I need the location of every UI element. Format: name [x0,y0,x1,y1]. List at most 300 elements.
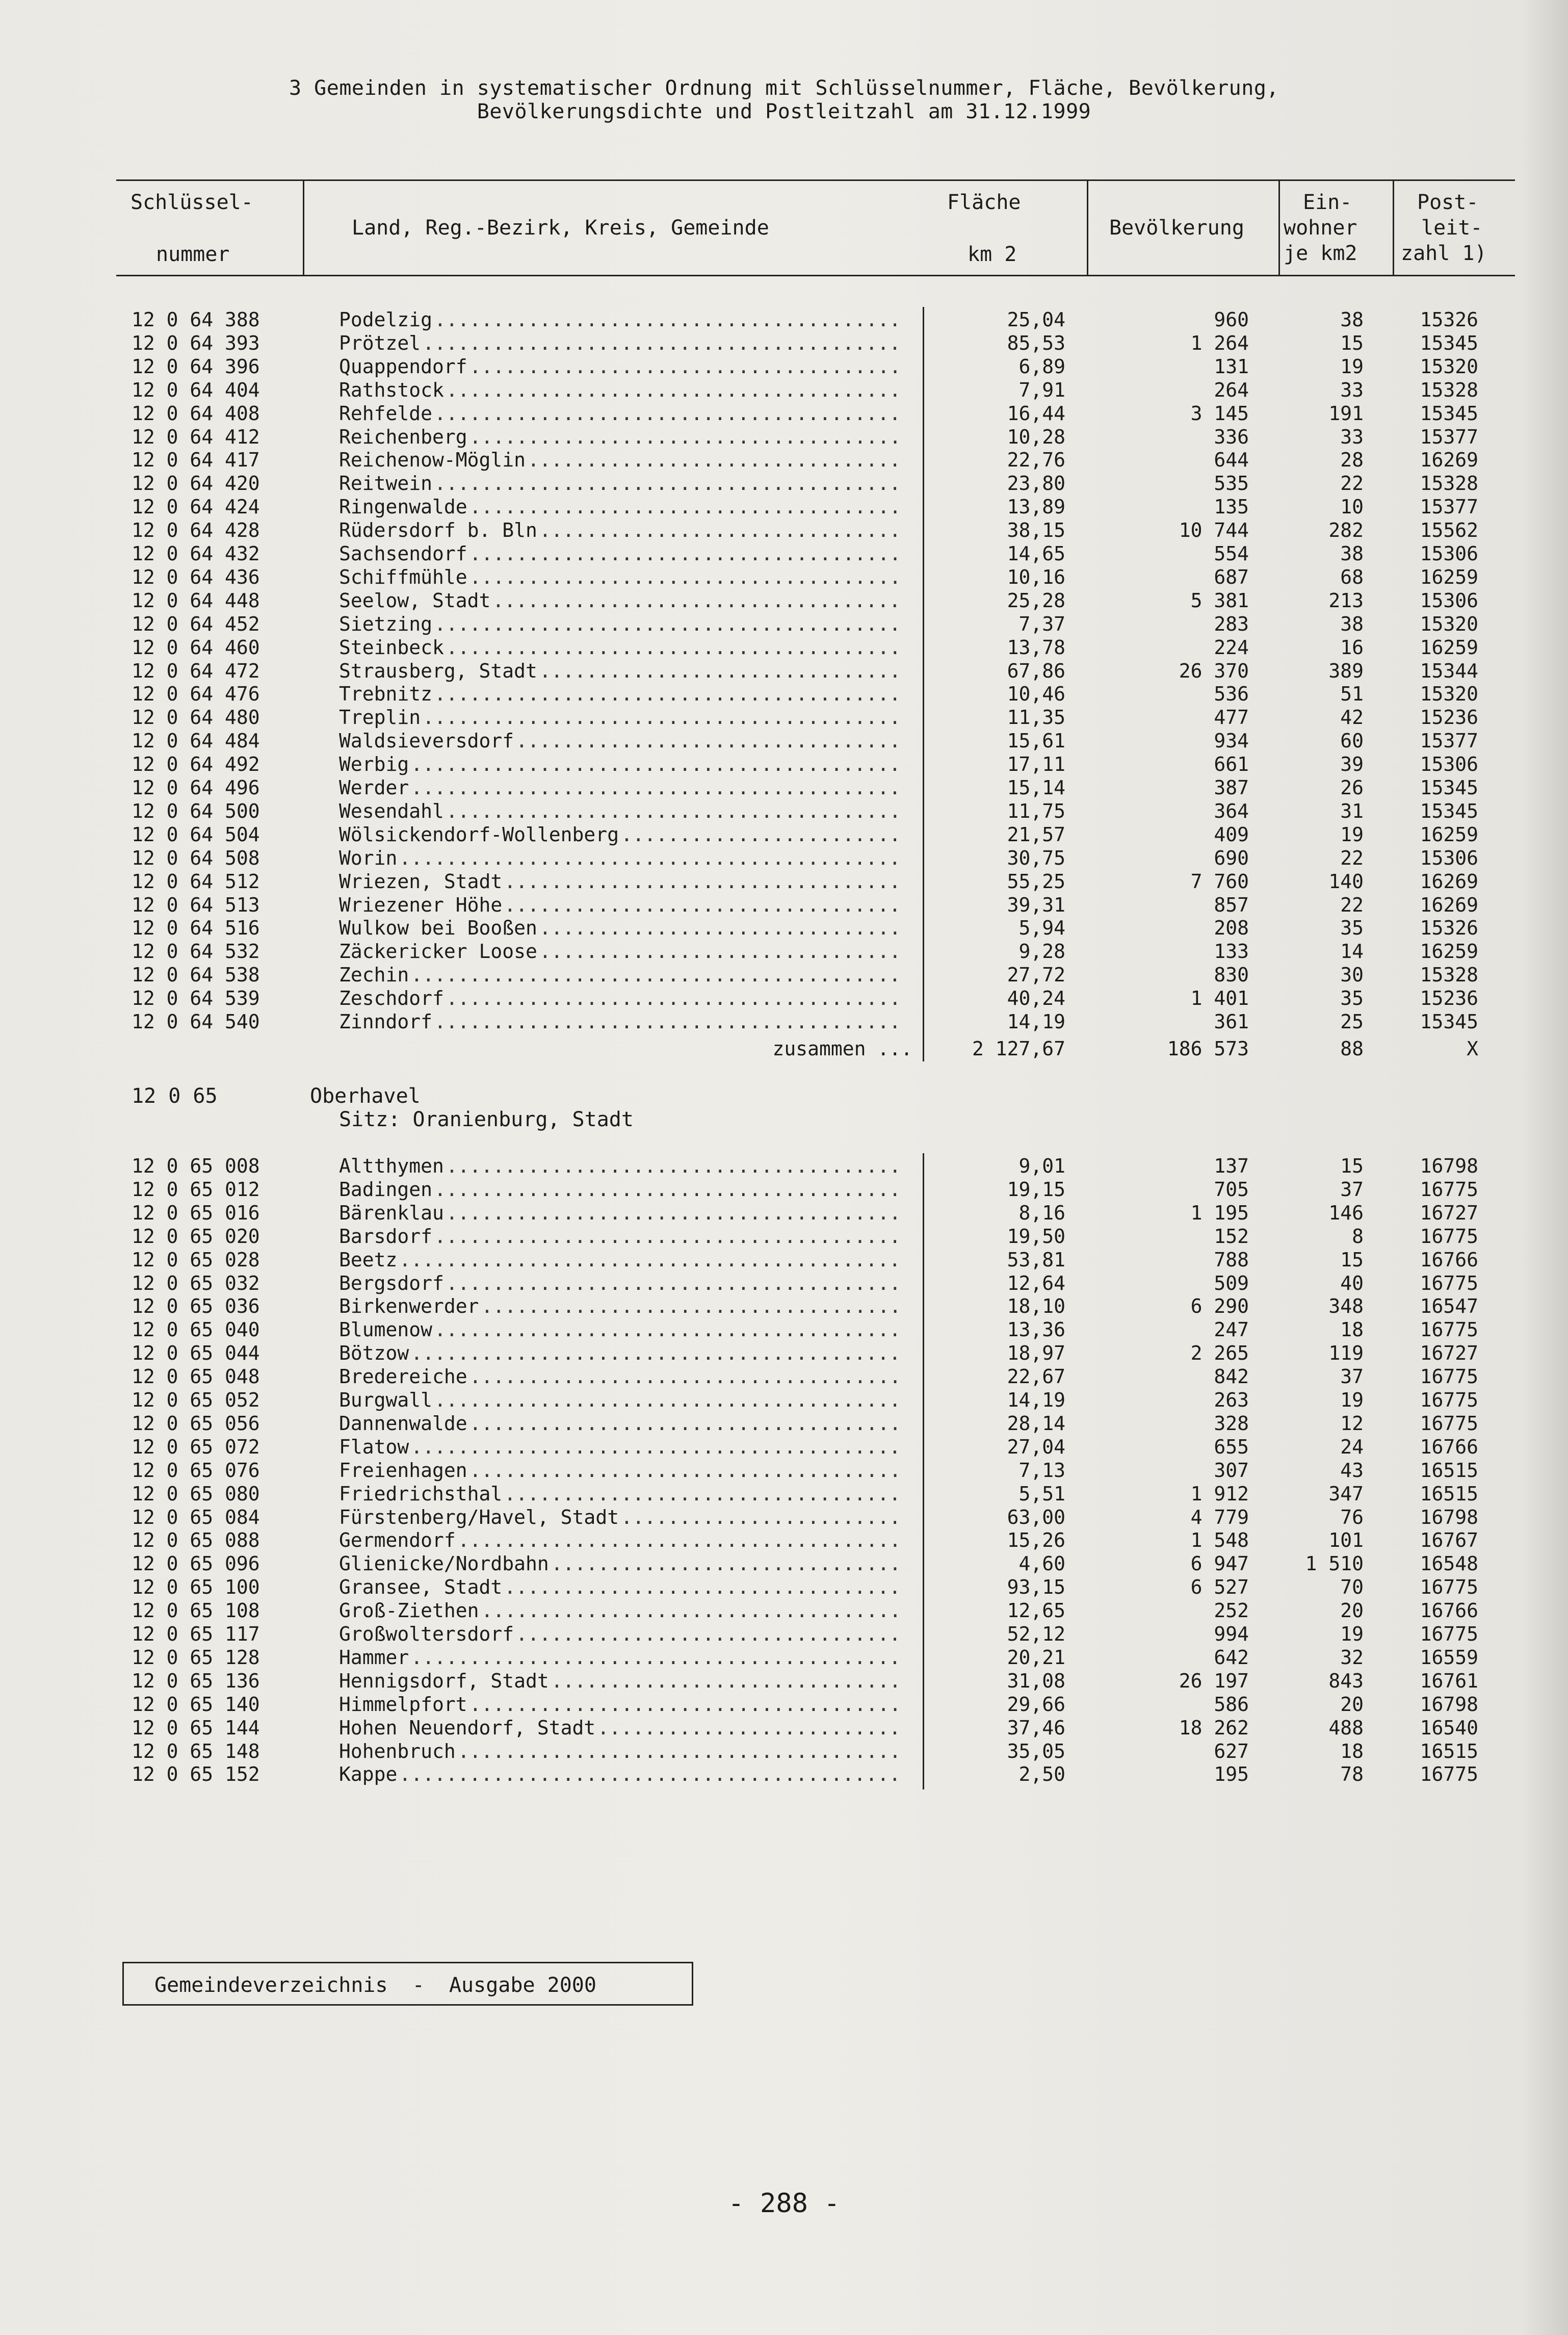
leader-dots: ....................................... [446,636,901,659]
density: 78 [1340,1763,1364,1786]
postal-code: 15320 [1420,683,1478,706]
municipality-key: 12 0 65 008 [132,1155,260,1177]
area-km2: 5,51 [1018,1482,1065,1505]
density: 15 [1340,1155,1364,1177]
area-km2: 53,81 [1007,1248,1065,1271]
area-km2: 7,91 [1018,378,1065,401]
leader-dots: ..................................... [469,565,901,588]
population: 655 [1214,1435,1249,1458]
density: 22 [1340,472,1364,495]
population: 1 548 [1190,1529,1249,1552]
postal-code: 16775 [1420,1412,1478,1435]
municipality-key: 12 0 65 052 [132,1389,260,1411]
area-km2: 55,25 [1007,870,1065,893]
area-km2: 11,35 [1007,706,1065,729]
population: 5 381 [1190,589,1249,612]
population: 208 [1214,917,1249,940]
density: 38 [1340,308,1364,331]
municipality-key: 12 0 64 388 [132,308,260,331]
municipality-name: Reitwein [339,472,433,495]
density: 20 [1340,1599,1364,1622]
population: 1 195 [1190,1201,1249,1224]
area-km2: 25,28 [1007,589,1065,612]
leader-dots: ......................................... [423,331,901,354]
area-km2: 19,15 [1007,1178,1065,1201]
leader-dots: ...................................... [458,1740,901,1762]
title-line-2: Bevölkerungsdichte und Postleitzahl am 31.12.1999 [477,100,1091,123]
area-km2: 4,60 [1018,1552,1065,1575]
municipality-key: 12 0 64 512 [132,870,260,893]
leader-dots: ........................................ [434,1389,901,1411]
leader-dots: ....................................... [446,1201,901,1224]
area-km2: 22,76 [1007,449,1065,472]
postal-code: 16766 [1420,1248,1478,1271]
postal-code: 16775 [1420,1365,1478,1388]
municipality-name: Bergsdorf [339,1272,444,1294]
postal-code: 15328 [1420,964,1478,987]
page-number: - 288 - [728,2188,840,2219]
leader-dots: ..................................... [469,1459,901,1482]
postal-code: 15306 [1420,542,1478,565]
municipality-name: Blumenow [339,1318,433,1341]
total-population: 186 573 [1167,1037,1249,1060]
density: 76 [1340,1506,1364,1528]
municipality-name: Rathstock [339,378,444,401]
postal-code: 16259 [1420,940,1478,963]
postal-code: 15345 [1420,331,1478,354]
footer-box-text: Gemeindeverzeichnis - Ausgabe 2000 [154,1974,596,1997]
leader-dots: ........................................... [399,1248,901,1271]
population: 283 [1214,612,1249,635]
postal-code: 16540 [1420,1716,1478,1739]
area-km2: 20,21 [1007,1646,1065,1669]
density: 1 510 [1305,1552,1364,1575]
population: 137 [1214,1155,1249,1177]
population: 509 [1214,1272,1249,1294]
name-column-rule-2 [923,1153,924,1789]
municipality-name: Wriezener Höhe [339,893,503,916]
population: 857 [1214,893,1249,916]
total-label: zusammen ... [772,1037,912,1060]
title-line-1: 3 Gemeinden in systematischer Ordnung mit Schlüsselnummer, Fläche, Bevölkerung, [289,76,1279,100]
density: 28 [1340,449,1364,472]
postal-code: 16761 [1420,1669,1478,1692]
population: 3 145 [1190,402,1249,425]
leader-dots: ..................................... [469,355,901,378]
municipality-name: Reichenow-Möglin [339,449,526,472]
leader-dots: .............................. [551,1669,901,1692]
area-km2: 27,72 [1007,964,1065,987]
municipality-key: 12 0 65 036 [132,1295,260,1318]
area-km2: 14,65 [1007,542,1065,565]
leader-dots: ........................................... [399,1763,901,1786]
leader-dots: .................................... [481,1599,901,1622]
municipality-name: Hohenbruch [339,1740,456,1762]
area-km2: 15,14 [1007,776,1065,799]
header-plz-3: zahl 1) [1401,242,1487,265]
postal-code: 16727 [1420,1342,1478,1365]
area-km2: 31,08 [1007,1669,1065,1692]
leader-dots: ........................................ [434,308,901,331]
density: 68 [1340,565,1364,588]
density: 18 [1340,1318,1364,1341]
municipality-name: Wriezen, Stadt [339,870,503,893]
leader-dots: ................................. [516,730,901,753]
leader-dots: ............................... [539,519,901,542]
population: 263 [1214,1389,1249,1411]
area-km2: 15,61 [1007,730,1065,753]
total-area: 2 127,67 [972,1037,1065,1060]
area-km2: 38,15 [1007,519,1065,542]
leader-dots: ....................................... [446,799,901,822]
municipality-name: Wulkow bei Booßen [339,917,537,940]
municipality-key: 12 0 64 516 [132,917,260,940]
municipality-name: Barsdorf [339,1225,433,1248]
area-km2: 67,86 [1007,659,1065,682]
leader-dots: ..................................... [469,1365,901,1388]
population: 1 264 [1190,331,1249,354]
municipality-key: 12 0 65 096 [132,1552,260,1575]
density: 140 [1328,870,1364,893]
density: 25 [1340,1010,1364,1033]
municipality-key: 12 0 65 088 [132,1529,260,1552]
area-km2: 35,05 [1007,1740,1065,1762]
leader-dots: .......................................... [411,1342,901,1365]
municipality-name: Himmelpfort [339,1693,467,1716]
leader-dots: .............................. [551,1552,901,1575]
area-km2: 28,14 [1007,1412,1065,1435]
population: 586 [1214,1693,1249,1716]
municipality-key: 12 0 64 393 [132,331,260,354]
density: 30 [1340,964,1364,987]
density: 43 [1340,1459,1364,1482]
municipality-name: Sietzing [339,612,433,635]
population: 307 [1214,1459,1249,1482]
density: 20 [1340,1693,1364,1716]
density: 347 [1328,1482,1364,1505]
density: 101 [1328,1529,1364,1552]
municipality-name: Kappe [339,1763,398,1786]
population: 364 [1214,799,1249,822]
density: 119 [1328,1342,1364,1365]
municipality-name: Freienhagen [339,1459,467,1482]
postal-code: 16515 [1420,1482,1478,1505]
postal-code: 16798 [1420,1693,1478,1716]
postal-code: 16775 [1420,1178,1478,1201]
postal-code: 16775 [1420,1623,1478,1645]
density: 42 [1340,706,1364,729]
density: 38 [1340,612,1364,635]
postal-code: 16798 [1420,1155,1478,1177]
municipality-name: Badingen [339,1178,433,1201]
postal-code: 16269 [1420,870,1478,893]
municipality-name: Schiffmühle [339,565,467,588]
municipality-name: Podelzig [339,308,433,331]
postal-code: 16559 [1420,1646,1478,1669]
population: 152 [1214,1225,1249,1248]
municipality-key: 12 0 64 412 [132,425,260,448]
postal-code: 15377 [1420,425,1478,448]
municipality-name: Groß-Ziethen [339,1599,479,1622]
area-km2: 14,19 [1007,1389,1065,1411]
section-seat: Sitz: Oranienburg, Stadt [339,1108,634,1131]
municipality-key: 12 0 64 452 [132,612,260,635]
postal-code: 16775 [1420,1272,1478,1294]
leader-dots: ............................... [539,917,901,940]
area-km2: 14,19 [1007,1010,1065,1033]
municipality-key: 12 0 64 476 [132,683,260,706]
municipality-name: Glienicke/Nordbahn [339,1552,549,1575]
leader-dots: ........................................ [434,1178,901,1201]
section-key: 12 0 65 [132,1084,218,1108]
population: 536 [1214,683,1249,706]
population: 336 [1214,425,1249,448]
density: 19 [1340,1389,1364,1411]
municipality-key: 12 0 65 080 [132,1482,260,1505]
municipality-name: Friedrichsthal [339,1482,503,1505]
municipality-name: Wölsickendorf-Wollenberg [339,823,619,846]
leader-dots: ..................................... [469,496,901,518]
municipality-name: Wesendahl [339,799,444,822]
leader-dots: .................................. [504,870,901,893]
area-km2: 6,89 [1018,355,1065,378]
postal-code: 15328 [1420,472,1478,495]
population: 26 370 [1179,659,1249,682]
postal-code: 15562 [1420,519,1478,542]
header-density-3: je km2 [1284,242,1357,265]
population: 6 290 [1190,1295,1249,1318]
leader-dots: .......................................... [411,964,901,987]
municipality-key: 12 0 64 539 [132,987,260,1010]
municipality-name: Ringenwalde [339,496,467,518]
municipality-key: 12 0 64 472 [132,659,260,682]
leader-dots: .................................. [504,893,901,916]
municipality-name: Gransee, Stadt [339,1576,503,1599]
density: 8 [1352,1225,1364,1248]
leader-dots: ....................................... [446,1155,901,1177]
density: 19 [1340,823,1364,846]
municipality-key: 12 0 64 460 [132,636,260,659]
density: 146 [1328,1201,1364,1224]
postal-code: 16767 [1420,1529,1478,1552]
municipality-key: 12 0 65 148 [132,1740,260,1762]
header-key-1: Schlüssel- [130,191,253,214]
population: 135 [1214,496,1249,518]
municipality-name: Treplin [339,706,421,729]
municipality-key: 12 0 64 428 [132,519,260,542]
population: 10 744 [1179,519,1249,542]
leader-dots: ................................ [528,449,901,472]
leader-dots: ..................................... [469,1693,901,1716]
municipality-name: Zeschdorf [339,987,444,1010]
postal-code: 16766 [1420,1599,1478,1622]
municipality-name: Bärenklau [339,1201,444,1224]
population: 554 [1214,542,1249,565]
density: 19 [1340,355,1364,378]
postal-code: 15344 [1420,659,1478,682]
municipality-name: Strausberg, Stadt [339,659,537,682]
municipality-key: 12 0 64 532 [132,940,260,963]
population: 224 [1214,636,1249,659]
density: 15 [1340,1248,1364,1271]
municipality-name: Birkenwerder [339,1295,479,1318]
population: 644 [1214,449,1249,472]
leader-dots: ........................ [621,1506,901,1528]
population: 387 [1214,776,1249,799]
section-name: Oberhavel [310,1084,421,1108]
area-km2: 23,80 [1007,472,1065,495]
municipality-key: 12 0 65 136 [132,1669,260,1692]
density: 191 [1328,402,1364,425]
municipality-key: 12 0 64 448 [132,589,260,612]
population: 264 [1214,378,1249,401]
population: 705 [1214,1178,1249,1201]
population: 247 [1214,1318,1249,1341]
municipality-key: 12 0 65 128 [132,1646,260,1669]
postal-code: 15306 [1420,589,1478,612]
area-km2: 16,44 [1007,402,1065,425]
header-area-2: km 2 [968,243,1017,266]
municipality-key: 12 0 65 048 [132,1365,260,1388]
density: 51 [1340,683,1364,706]
area-km2: 17,11 [1007,753,1065,776]
density: 35 [1340,917,1364,940]
area-km2: 15,26 [1007,1529,1065,1552]
leader-dots: ........................................ [434,402,901,425]
population: 690 [1214,846,1249,869]
population: 6 527 [1190,1576,1249,1599]
density: 37 [1340,1365,1364,1388]
municipality-name: Rüdersdorf b. Bln [339,519,537,542]
municipality-key: 12 0 64 396 [132,355,260,378]
municipality-name: Hohen Neuendorf, Stadt [339,1716,596,1739]
area-km2: 40,24 [1007,987,1065,1010]
postal-code: 16269 [1420,893,1478,916]
postal-code: 15377 [1420,730,1478,753]
density: 14 [1340,940,1364,963]
municipality-key: 12 0 65 076 [132,1459,260,1482]
postal-code: 16259 [1420,823,1478,846]
leader-dots: .......................................... [411,753,901,776]
leader-dots: ....................................... [446,1272,901,1294]
population: 960 [1214,308,1249,331]
municipality-name: Altthymen [339,1155,444,1177]
municipality-name: Dannenwalde [339,1412,467,1435]
postal-code: 16515 [1420,1459,1478,1482]
population: 2 265 [1190,1342,1249,1365]
municipality-key: 12 0 64 500 [132,799,260,822]
area-km2: 7,13 [1018,1459,1065,1482]
area-km2: 22,67 [1007,1365,1065,1388]
population: 535 [1214,472,1249,495]
area-km2: 10,28 [1007,425,1065,448]
population: 661 [1214,753,1249,776]
density: 348 [1328,1295,1364,1318]
leader-dots: ...................................... [458,1529,901,1552]
postal-code: 15236 [1420,706,1478,729]
municipality-name: Steinbeck [339,636,444,659]
area-km2: 13,36 [1007,1318,1065,1341]
postal-code: 16775 [1420,1225,1478,1248]
leader-dots: ........................ [621,823,901,846]
postal-code: 15320 [1420,355,1478,378]
footer-box [122,1962,693,2006]
density: 389 [1328,659,1364,682]
density: 70 [1340,1576,1364,1599]
postal-code: 15306 [1420,753,1478,776]
area-km2: 85,53 [1007,331,1065,354]
postal-code: 16259 [1420,636,1478,659]
leader-dots: ............................... [539,940,901,963]
municipality-key: 12 0 64 492 [132,753,260,776]
density: 32 [1340,1646,1364,1669]
leader-dots: ....................................... [446,987,901,1010]
population: 7 760 [1190,870,1249,893]
population: 328 [1214,1412,1249,1435]
postal-code: 15345 [1420,776,1478,799]
municipality-key: 12 0 65 117 [132,1623,260,1645]
municipality-name: Hammer [339,1646,409,1669]
postal-code: 16515 [1420,1740,1478,1762]
municipality-key: 12 0 64 508 [132,846,260,869]
postal-code: 15306 [1420,846,1478,869]
municipality-name: Rehfelde [339,402,433,425]
total-plz: X [1467,1037,1478,1060]
leader-dots: ........................................ [434,1010,901,1033]
area-km2: 2,50 [1018,1763,1065,1786]
area-km2: 25,04 [1007,308,1065,331]
postal-code: 16269 [1420,449,1478,472]
leader-dots: ..................................... [469,542,901,565]
area-km2: 21,57 [1007,823,1065,846]
table-header [116,179,1515,276]
leader-dots: ................................... [492,589,901,612]
area-km2: 30,75 [1007,846,1065,869]
population: 18 262 [1179,1716,1249,1739]
density: 35 [1340,987,1364,1010]
area-km2: 13,78 [1007,636,1065,659]
municipality-name: Sachsendorf [339,542,467,565]
population: 1 401 [1190,987,1249,1010]
municipality-name: Seelow, Stadt [339,589,491,612]
postal-code: 16775 [1420,1763,1478,1786]
municipality-key: 12 0 65 040 [132,1318,260,1341]
municipality-key: 12 0 64 432 [132,542,260,565]
municipality-name: Waldsieversdorf [339,730,514,753]
density: 33 [1340,425,1364,448]
density: 60 [1340,730,1364,753]
leader-dots: ....................................... [446,378,901,401]
municipality-key: 12 0 64 424 [132,496,260,518]
density: 22 [1340,846,1364,869]
municipality-key: 12 0 65 100 [132,1576,260,1599]
density: 488 [1328,1716,1364,1739]
area-km2: 5,94 [1018,917,1065,940]
municipality-name: Worin [339,846,398,869]
area-km2: 9,01 [1018,1155,1065,1177]
density: 18 [1340,1740,1364,1762]
leader-dots: ..................................... [469,425,901,448]
municipality-name: Zäckericker Loose [339,940,537,963]
density: 12 [1340,1412,1364,1435]
municipality-key: 12 0 64 496 [132,776,260,799]
area-km2: 12,65 [1007,1599,1065,1622]
population: 994 [1214,1623,1249,1645]
density: 16 [1340,636,1364,659]
postal-code: 16548 [1420,1552,1478,1575]
population: 830 [1214,964,1249,987]
area-km2: 10,16 [1007,565,1065,588]
